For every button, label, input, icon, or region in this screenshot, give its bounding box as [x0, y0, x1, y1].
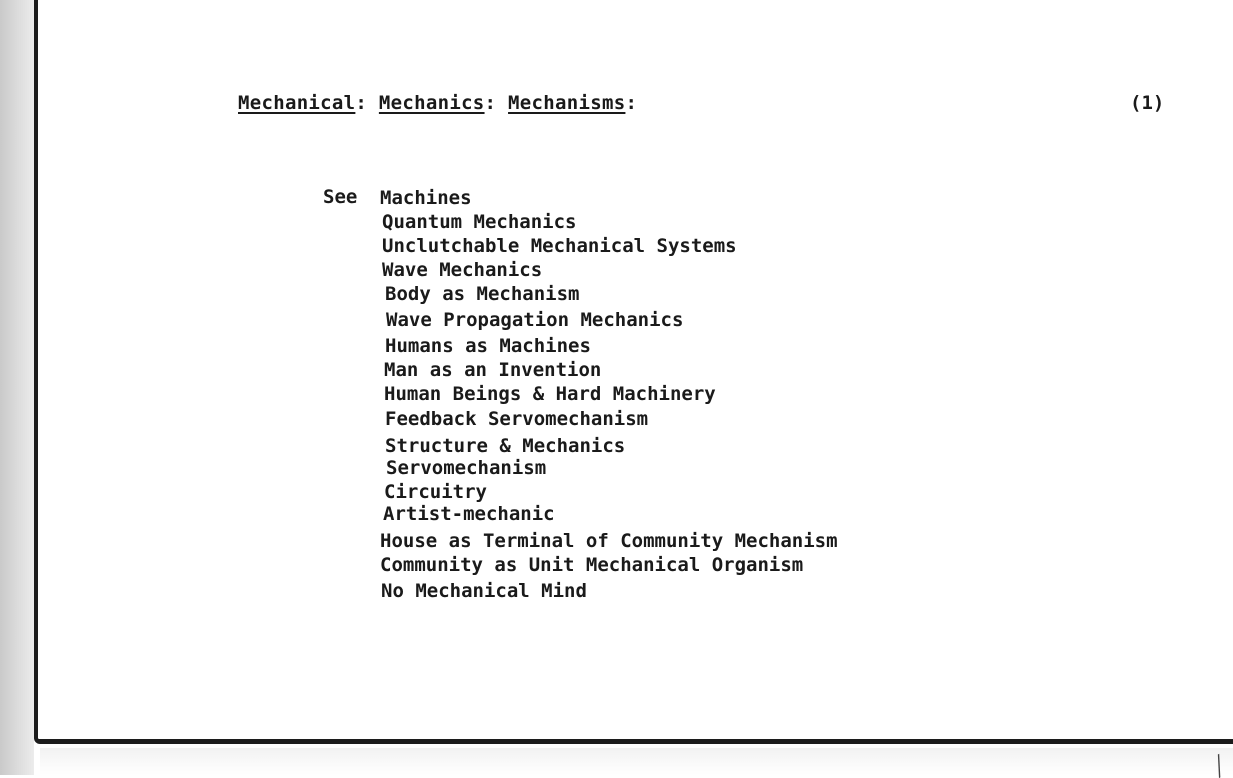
reference-item: Circuitry	[384, 481, 487, 503]
corner-pencil-mark: ╱	[1209, 754, 1230, 778]
reference-item: Machines	[380, 187, 472, 209]
reference-item: Structure & Mechanics	[385, 435, 626, 457]
scan-bottom-margin	[40, 748, 1233, 775]
heading-term-mechanisms: Mechanisms	[508, 92, 626, 114]
see-label: See	[323, 186, 358, 208]
reference-item: Human Beings & Hard Machinery	[384, 383, 716, 405]
heading-term-mechanical: Mechanical	[238, 92, 356, 114]
card-heading: Mechanical: Mechanics: Mechanisms:	[238, 92, 638, 114]
reference-item: Servomechanism	[386, 457, 547, 479]
reference-item: Man as an Invention	[384, 359, 602, 381]
reference-item: House as Terminal of Community Mechanism	[380, 530, 838, 552]
reference-item: Quantum Mechanics	[382, 211, 577, 233]
reference-item: Artist-mechanic	[383, 503, 555, 525]
reference-item: Body as Mechanism	[385, 283, 580, 305]
card-number: (1)	[1130, 92, 1165, 114]
reference-item: Unclutchable Mechanical Systems	[382, 235, 737, 257]
reference-item: Wave Propagation Mechanics	[386, 309, 684, 331]
scan-left-margin	[0, 0, 34, 775]
reference-item: Community as Unit Mechanical Organism	[380, 554, 804, 576]
heading-term-mechanics: Mechanics	[378, 92, 485, 114]
reference-item: No Mechanical Mind	[381, 580, 587, 602]
reference-item: Wave Mechanics	[382, 259, 543, 281]
reference-item: Feedback Servomechanism	[385, 408, 649, 430]
reference-item: Humans as Machines	[385, 335, 591, 357]
